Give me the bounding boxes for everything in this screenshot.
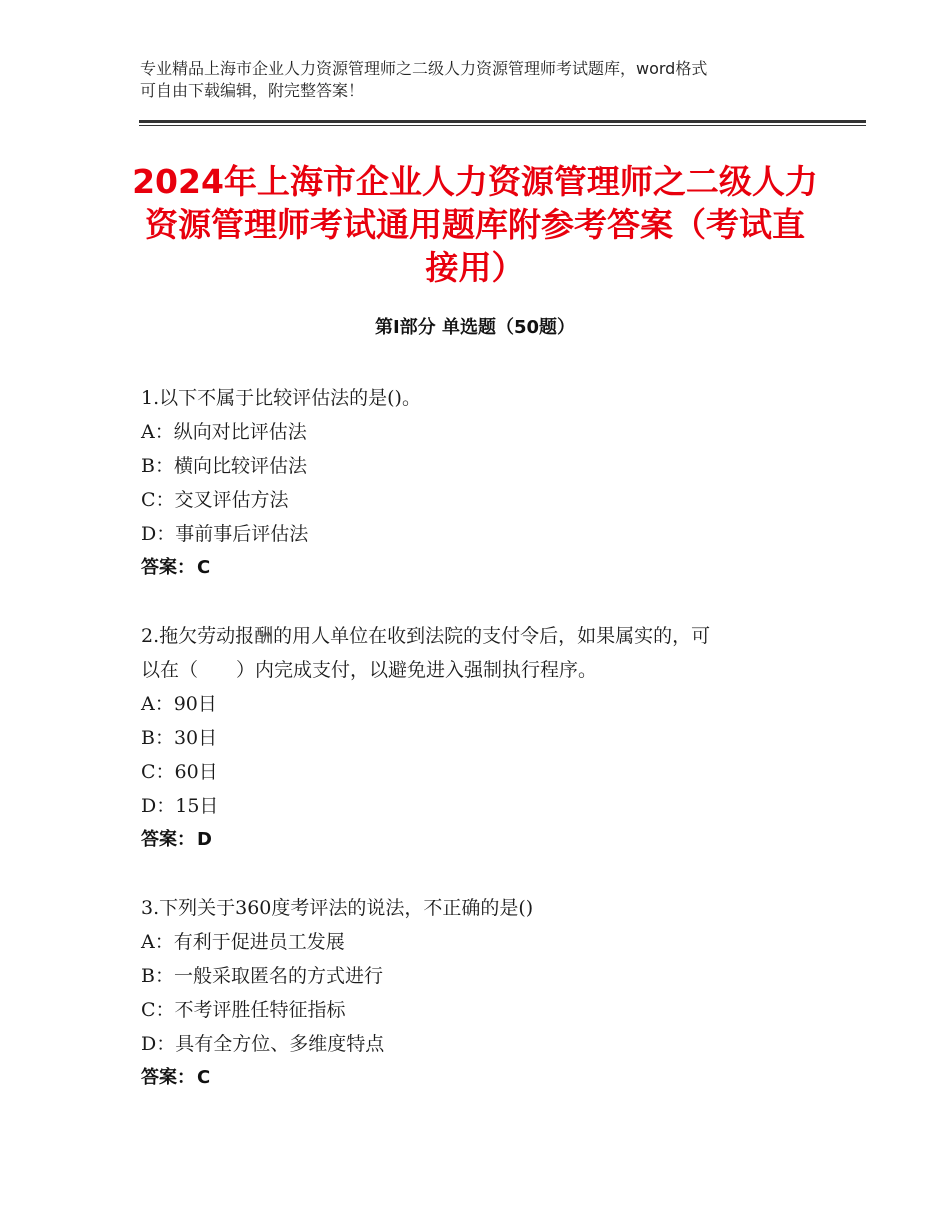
question-1 <box>141 381 821 585</box>
answer-value: D <box>197 829 212 850</box>
question-3 <box>141 891 821 1095</box>
answer-label: 答案： <box>141 557 195 578</box>
option-b: B：一般采取匿名的方式进行 <box>141 965 383 987</box>
option-b: B：30日 <box>141 727 218 749</box>
answer-label: 答案： <box>141 829 195 850</box>
document-title: 2024年上海市企业人力资源管理师之二级人力资源管理师考试通用题库附参考答案（考试直接用） <box>132 162 818 287</box>
option-a: A：90日 <box>141 693 217 715</box>
question-stem-line-1: 2.拖欠劳动报酬的用人单位在收到法院的支付令后，如果属实的，可 <box>141 625 711 647</box>
option-d: D：事前事后评估法 <box>141 523 309 545</box>
question-stem-line-2: 以在（ ）内完成支付，以避免进入强制执行程序。 <box>141 659 598 681</box>
question-stem: 1.以下不属于比较评估法的是()。 <box>141 387 421 409</box>
question-stem: 3.下列关于360度考评法的说法，不正确的是() <box>141 897 534 919</box>
section-heading: 第Ⅰ部分 单选题（50题） <box>374 317 575 338</box>
option-c: C：交叉评估方法 <box>141 489 289 511</box>
answer-value: C <box>197 1067 211 1088</box>
option-d: D：具有全方位、多维度特点 <box>141 1033 385 1055</box>
option-c: C：不考评胜任特征指标 <box>141 999 346 1021</box>
header-note <box>140 58 820 102</box>
header-note-line-2: 可自由下载编辑，附完整答案！ <box>140 81 365 100</box>
option-a: A：纵向对比评估法 <box>141 421 307 443</box>
option-d: D：15日 <box>141 795 219 817</box>
answer-line <box>141 1061 821 1095</box>
answer-value: C <box>197 557 211 578</box>
answer-line <box>141 551 821 585</box>
answer-line <box>141 823 821 857</box>
header-divider-thick <box>139 120 866 123</box>
option-c: C：60日 <box>141 761 218 783</box>
question-2 <box>141 619 821 857</box>
answer-label: 答案： <box>141 1067 195 1088</box>
header-note-line-1: 专业精品上海市企业人力资源管理师之二级人力资源管理师考试题库，word格式 <box>140 59 708 78</box>
option-b: B：横向比较评估法 <box>141 455 307 477</box>
header-divider-thin <box>139 125 866 126</box>
option-a: A：有利于促进员工发展 <box>141 931 345 953</box>
